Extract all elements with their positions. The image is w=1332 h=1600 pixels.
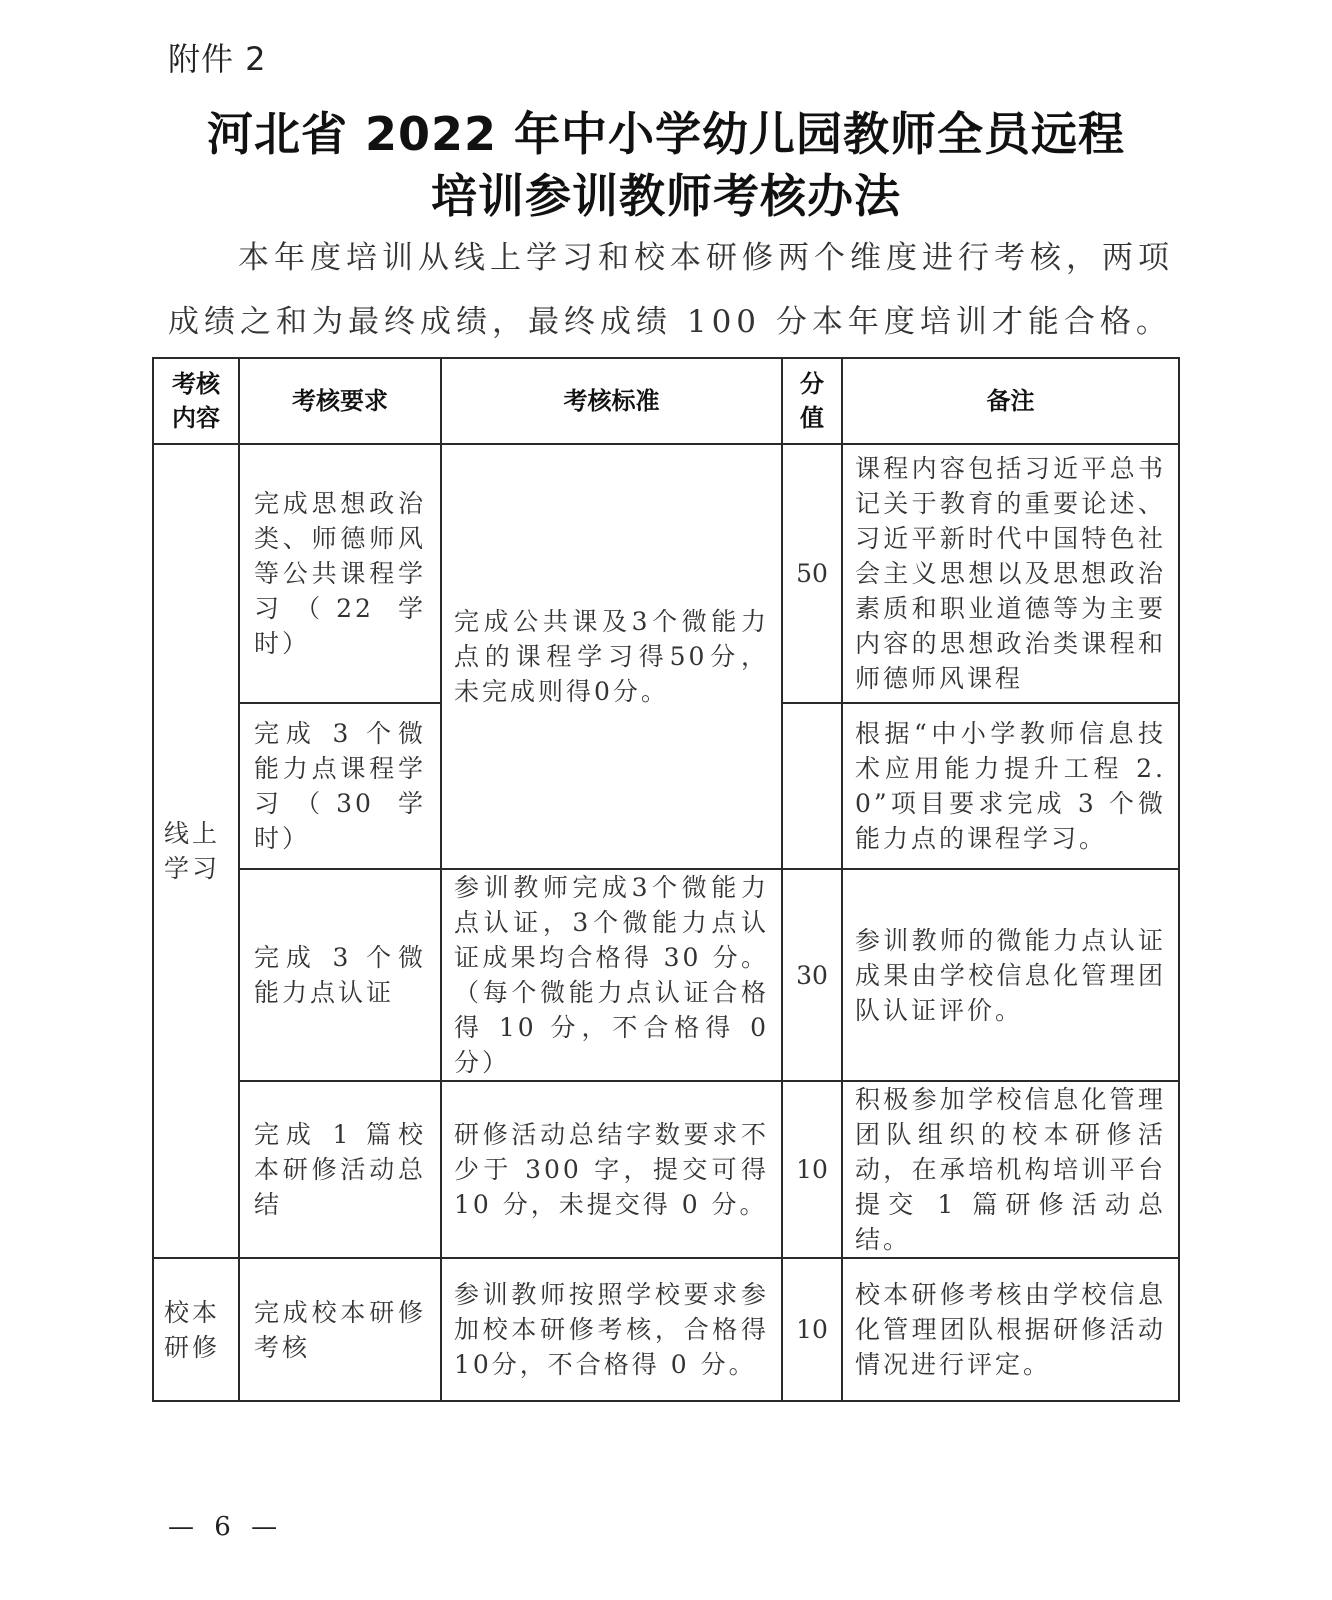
header-requirement: 考核要求 [239, 358, 441, 444]
row-requirement: 完成思想政治类、师德师风等公共课程学习（22 学时） [239, 444, 441, 703]
row-score: 30 [782, 869, 842, 1081]
row-score: 10 [782, 1258, 842, 1401]
category-school-based-research: 校本研修 [153, 1258, 239, 1401]
row-standard: 参训教师按照学校要求参加校本研修考核，合格得10分，不合格得 0 分。 [441, 1258, 782, 1401]
table-row [153, 1258, 1179, 1401]
row-requirement: 完成 3 个微能力点认证 [239, 869, 441, 1081]
row-score [782, 703, 842, 869]
table-row [153, 869, 1179, 1081]
row-remark: 校本研修考核由学校信息化管理团队根据研修活动情况进行评定。 [842, 1258, 1179, 1401]
row-score: 10 [782, 1081, 842, 1258]
header-score: 分值 [782, 358, 842, 444]
row-standard: 参训教师完成3个微能力点认证，3个微能力点认证成果均合格得 30 分。（每个微能力点认证合格得 10 分，不合格得 0 分） [441, 869, 782, 1081]
row-standard: 完成公共课及3个微能力点的课程学习得50分，未完成则得0分。 [441, 444, 782, 869]
row-remark: 积极参加学校信息化管理团队组织的校本研修活动，在承培机构培训平台提交 1 篇研修活动总结。 [842, 1081, 1179, 1258]
document-title-line-2: 培训参训教师考核办法 [431, 169, 901, 223]
row-remark: 课程内容包括习近平总书记关于教育的重要论述、习近平新时代中国特色社会主义思想以及思想政治素质和职业道德等为主要内容的思想政治类课程和师德师风课程 [842, 444, 1179, 703]
document-title-line-1: 河北省 2022 年中小学幼儿园教师全员远程 [206, 107, 1126, 161]
table-row [153, 1081, 1179, 1258]
header-remark: 备注 [842, 358, 1179, 444]
table-row [153, 444, 1179, 703]
row-remark: 根据“中小学教师信息技术应用能力提升工程 2.0”项目要求完成 3 个微能力点的课程学习。 [842, 703, 1179, 869]
intro-paragraph-line-1: 本年度培训从线上学习和校本研修两个维度进行考核，两项 [238, 240, 1174, 276]
intro-paragraph-line-2: 成绩之和为最终成绩，最终成绩 100 分本年度培训才能合格。 [168, 304, 1172, 340]
page-number: — 6 — [168, 1512, 284, 1542]
table-header-row [153, 358, 1179, 444]
header-standard: 考核标准 [441, 358, 782, 444]
attachment-label: 附件 2 [168, 40, 267, 78]
row-requirement: 完成 1 篇校本研修活动总结 [239, 1081, 441, 1258]
row-score: 50 [782, 444, 842, 703]
header-content: 考核内容 [153, 358, 239, 444]
assessment-table [152, 357, 1180, 1402]
row-standard: 研修活动总结字数要求不少于 300 字，提交可得 10 分，未提交得 0 分。 [441, 1081, 782, 1258]
row-requirement: 完成校本研修考核 [239, 1258, 441, 1401]
row-remark: 参训教师的微能力点认证成果由学校信息化管理团队认证评价。 [842, 869, 1179, 1081]
category-online-learning: 线上学习 [153, 444, 239, 1258]
row-requirement: 完成 3 个微能力点课程学习（30 学时） [239, 703, 441, 869]
